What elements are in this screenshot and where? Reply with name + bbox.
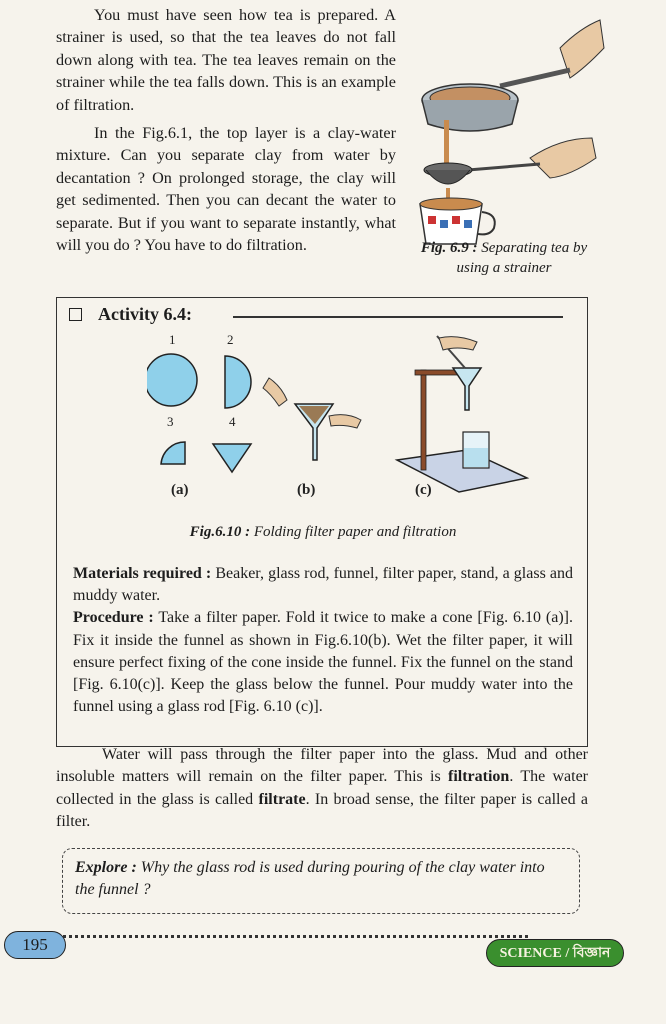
stand-rod [421,370,426,470]
hand-left [263,378,287,406]
explanation-text-3: . In broad sense, the filter paper is called a filter. [56,790,588,831]
step-label-2: 2 [227,332,234,347]
hand-right [329,415,361,428]
materials-paragraph [73,563,573,607]
fig-6-10-caption-text: Folding filter paper and filtration [253,524,457,540]
step-label-1: 1 [169,332,176,347]
activity-box [56,297,588,747]
step-label-4: 4 [229,414,236,429]
procedure-label: Procedure : [73,609,154,627]
term-filtrate: filtrate [258,790,306,808]
part-label-a: (a) [171,482,189,498]
intro-text [56,4,396,256]
filtrate-c [464,448,488,467]
explore-label: Explore : [75,859,137,876]
quarter-folded-filter-paper [161,442,185,464]
procedure-text: Take a filter paper. Fold it twice to make a cone [Fig. 6.10 (a)]. Fix it inside the funnel as shown in Fig.6.10(b). Wet the filter paper, it will ensure perfect fixing of the cone inside the funnel. Fix the funnel on the stand [Fig. 6.10(c)]. Keep the glass below the funnel. Pour muddy water into the funnel using a glass rod [Fig. 6.10 (c)]. [73,609,573,716]
tea-strainer-illustration [410,8,606,248]
part-label-c: (c) [415,482,432,498]
activity-text [73,563,573,718]
explanation-text-2: . The water collected in the glass is called [56,768,589,808]
beaker-hand [439,337,477,350]
materials-text: Beaker, glass rod, funnel, filter paper, stand, a glass and muddy water. [73,565,573,605]
footer-dotted-rule [58,935,528,938]
intro-paragraph-2: In the Fig.6.1, the top layer is a clay-water mixture. Can you separate clay from water by decantation ? On prolonged storage, the clay will get sedimented. Then you can decant the water to separate. But if you want to separate instantly, what will you do ? You have to do filtration. [56,124,396,255]
checkbox-square-icon [69,308,82,321]
activity-heading [69,304,192,325]
fig-6-9-caption [404,238,604,278]
step-label-3: 3 [167,414,174,429]
heading-rule [233,316,563,318]
fig-6-10-caption [57,524,589,541]
funnel-c [453,368,481,410]
subject-badge: SCIENCE / বিজ্ঞান [486,939,624,967]
fig-6-9-label: Fig. 6.9 : [420,240,478,256]
cone-filter-paper [213,444,251,472]
explore-question: Why the glass rod is used during pouring of the clay water into the funnel ? [75,859,545,898]
filter-paper-folding-figure [147,328,567,523]
materials-label: Materials required : [73,565,212,582]
procedure-paragraph [73,607,573,718]
activity-title: Activity 6.4: [98,304,192,324]
full-circle-filter-paper [147,354,197,406]
filtration-explanation [56,744,588,834]
fig-6-9-caption-text: Separating tea by using a strainer [456,240,588,276]
page-number: 195 [4,931,66,959]
term-filtration: filtration [448,768,510,786]
explanation-text-1: Water will pass through the filter paper into the glass. Mud and other insoluble matters will remain on the filter paper. This is [56,746,588,786]
part-label-b: (b) [297,482,316,498]
intro-paragraph-1: You must have seen how tea is prepared. A strainer is used, so that the tea leaves do not fall down along with tea. The tea leaves remain on the strainer while the tea falls down. This is an example of filtration. [56,6,396,114]
explore-box [62,848,580,914]
fig-6-10-label: Fig.6.10 : [189,524,251,540]
half-folded-filter-paper [225,356,251,408]
